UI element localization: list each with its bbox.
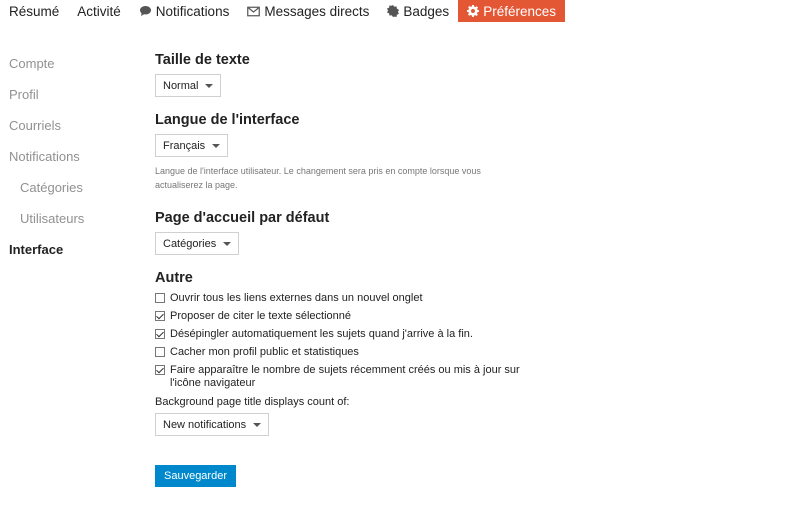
option-favicon-count[interactable]	[155, 364, 520, 390]
speech-bubble-icon	[139, 5, 152, 17]
text-size-title: Taille de texte	[155, 52, 250, 68]
other-title: Autre	[155, 270, 193, 286]
caret-down-icon	[223, 242, 231, 246]
save-button[interactable]: Sauvegarder	[155, 465, 236, 487]
language-section	[155, 112, 535, 192]
sidebar-item-interface[interactable]: Interface	[9, 242, 64, 257]
text-size-select[interactable]	[155, 74, 221, 97]
option-auto-unpin-topics[interactable]	[155, 328, 535, 341]
option-external-links-new-tab[interactable]	[155, 292, 535, 305]
tab-label: Résumé	[9, 3, 60, 19]
checkbox[interactable]	[155, 293, 165, 303]
language-help-text: Langue de l'interface utilisateur. Le changement sera pris en compte lorsque vous actualiserez la page.	[155, 166, 481, 190]
option-label: Ouvrir tous les liens externes dans un nouvel onglet	[170, 292, 423, 304]
language-title: Langue de l'interface	[155, 112, 300, 128]
tab-label: Préférences	[483, 3, 556, 19]
option-label: Proposer de citer le texte sélectionné	[170, 310, 351, 322]
tab-label: Badges	[403, 3, 450, 19]
sidebar-item-compte[interactable]: Compte	[9, 56, 55, 71]
tab-preferences[interactable]	[458, 0, 565, 22]
tab-label: Messages directs	[264, 3, 370, 19]
user-nav-tabs	[0, 0, 565, 22]
preferences-sidebar	[0, 48, 140, 265]
option-label: Cacher mon profil public et statistiques	[170, 346, 359, 358]
tab-notifications[interactable]	[130, 0, 239, 22]
badge-icon	[387, 5, 399, 17]
sidebar-item-courriels[interactable]: Courriels	[9, 118, 62, 133]
checkbox[interactable]	[155, 347, 165, 357]
option-hide-public-profile[interactable]	[155, 346, 535, 359]
option-label: Désépingler automatiquement les sujets quand j'arrive à la fin.	[170, 328, 473, 340]
option-label: Faire apparaître le nombre de sujets récemment créés ou mis à jour sur l'icône navigateur	[170, 364, 520, 389]
sidebar-item-categories[interactable]: Catégories	[20, 180, 83, 195]
checkbox[interactable]	[155, 329, 165, 339]
checkbox[interactable]	[155, 365, 165, 375]
checkbox[interactable]	[155, 311, 165, 321]
tab-label: Activité	[77, 3, 121, 19]
homepage-select[interactable]	[155, 232, 239, 255]
bg-title-count-select[interactable]	[155, 413, 269, 436]
homepage-title: Page d'accueil par défaut	[155, 210, 330, 226]
tab-label: Notifications	[155, 3, 230, 19]
caret-down-icon	[212, 144, 220, 148]
caret-down-icon	[205, 84, 213, 88]
tab-activite[interactable]	[68, 0, 130, 22]
text-size-section	[155, 52, 535, 97]
tab-messages-directs[interactable]	[238, 0, 378, 22]
option-quote-selected-text[interactable]	[155, 310, 535, 323]
envelope-icon	[247, 6, 260, 17]
tab-badges[interactable]	[378, 0, 458, 22]
gear-icon	[467, 5, 479, 17]
language-select[interactable]	[155, 134, 228, 157]
homepage-value: Catégories	[163, 237, 217, 250]
sidebar-item-utilisateurs[interactable]: Utilisateurs	[20, 211, 85, 226]
text-size-value: Normal	[163, 79, 199, 92]
sidebar-item-notifications[interactable]: Notifications	[9, 149, 80, 164]
bg-title-count-value: New notifications	[163, 418, 247, 431]
other-section	[155, 270, 535, 436]
language-value: Français	[163, 139, 206, 152]
interface-preferences	[155, 52, 535, 436]
bg-title-count-label: Background page title displays count of:	[155, 396, 350, 408]
caret-down-icon	[253, 423, 261, 427]
tab-resume[interactable]	[0, 0, 68, 22]
homepage-section	[155, 210, 535, 255]
sidebar-item-profil[interactable]: Profil	[9, 87, 39, 102]
